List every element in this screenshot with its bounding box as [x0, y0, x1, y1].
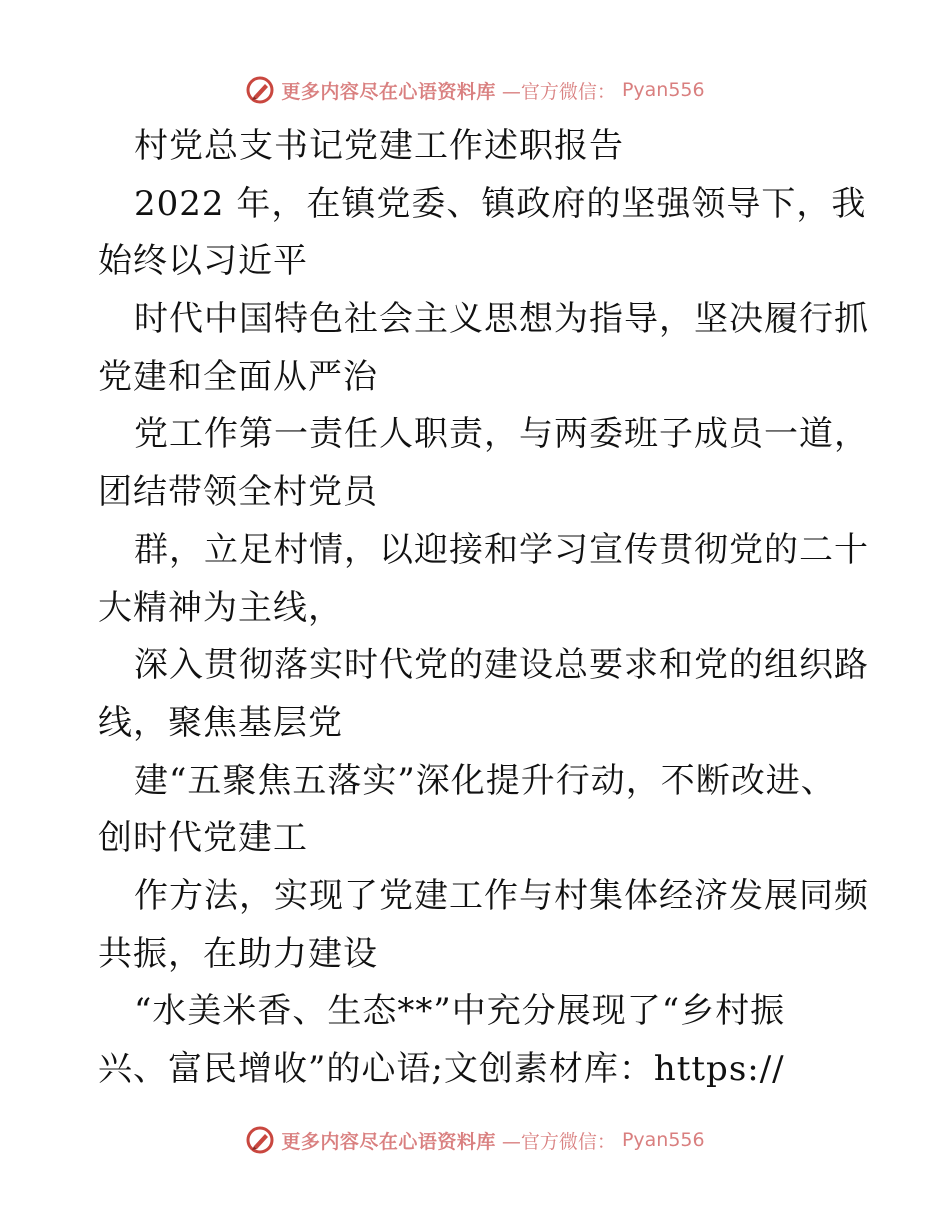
- paragraph-line: 兴、富民增收”的心语;文创素材库：https://: [98, 1049, 785, 1089]
- paragraph-line: 团结带领全村党员: [98, 472, 378, 513]
- paragraph-line: 创时代党建工: [98, 818, 308, 859]
- footer-banner-account: Pyan556: [621, 1129, 705, 1151]
- footer-watermark-banner: [0, 1120, 950, 1160]
- paragraph-line: 时代中国特色社会主义思想为指导，坚决履行抓: [134, 299, 869, 340]
- paragraph-line: 2022 年，在镇党委、镇政府的坚强领导下，我: [134, 183, 867, 224]
- paragraph-line: 大精神为主线，: [98, 587, 343, 628]
- pen-logo-icon: [245, 75, 275, 105]
- paragraph-line: 作方法，实现了党建工作与村集体经济发展同频: [134, 875, 869, 916]
- paragraph-line: 建“五聚焦五落实”深化提升行动，不断改进、: [134, 760, 836, 801]
- paragraph-line: 党建和全面从严治: [98, 356, 378, 397]
- header-banner-separator: —官方微信：: [501, 80, 616, 103]
- paragraph-line: 深入贯彻落实时代党的建设总要求和党的组织路: [134, 645, 869, 686]
- footer-banner-text: 更多内容尽在心语资料库: [281, 1130, 496, 1153]
- paragraph-line: 党工作第一责任人职责，与两委班子成员一道，: [134, 414, 869, 455]
- paragraph-line: 群，立足村情，以迎接和学习宣传贯彻党的二十: [134, 529, 869, 570]
- paragraph-line: “水美米香、生态**”中充分展现了“乡村振: [134, 991, 786, 1032]
- footer-banner-separator: —官方微信：: [501, 1130, 616, 1153]
- pen-logo-icon: [245, 1125, 275, 1155]
- header-banner-account: Pyan556: [621, 79, 705, 101]
- document-body: [98, 118, 869, 1099]
- paragraph-line: 线，聚焦基层党: [98, 702, 343, 743]
- paragraph-line: 共振，在助力建设: [98, 933, 378, 974]
- header-watermark-banner: [0, 70, 950, 110]
- document-title: 村党总支书记党建工作述职报告: [134, 126, 624, 166]
- header-banner-text: 更多内容尽在心语资料库: [281, 80, 496, 103]
- paragraph-line: 始终以习近平: [98, 241, 308, 282]
